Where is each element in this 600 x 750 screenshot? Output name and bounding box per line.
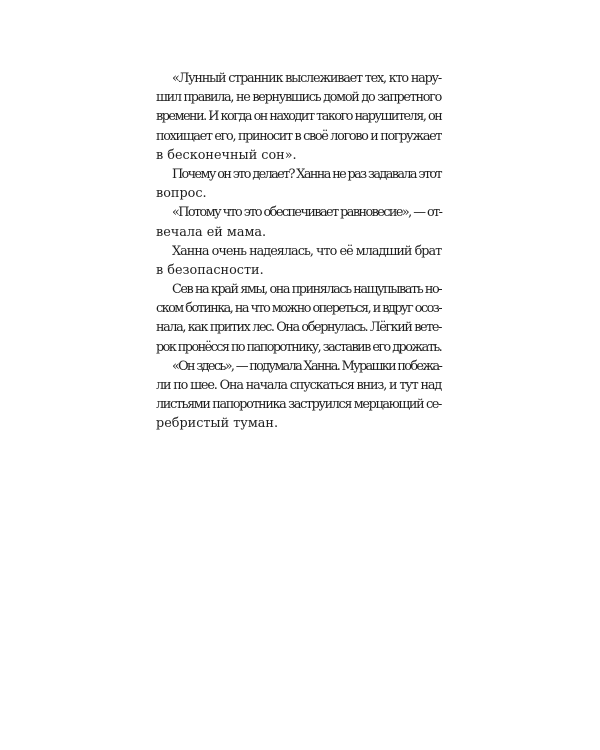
text-line: вечала ей мама. bbox=[156, 224, 267, 240]
text-line: вопрос. bbox=[156, 186, 207, 202]
paragraph-2 bbox=[156, 165, 441, 203]
text-line: похищает его, приносит в своё логово и погружает bbox=[156, 128, 442, 144]
text-line: ребристый туман. bbox=[156, 416, 279, 432]
paragraph-3 bbox=[156, 203, 441, 241]
text-line: ли по шее. Она начала спускаться вниз, и тут над bbox=[156, 378, 442, 393]
text-line: в безопасности. bbox=[156, 262, 264, 278]
text-line: «Он здесь», — подумала Ханна. Мурашки побежа- bbox=[172, 358, 442, 374]
paragraph-1 bbox=[156, 69, 441, 165]
text-line: «Лунный странник выслеживает тех, кто нару- bbox=[172, 71, 441, 86]
text-line: рок пронёсся по папоротнику, заставив его дрожать. bbox=[156, 339, 442, 355]
text-line: «Потому что это обеспечивает равновесие», — от- bbox=[172, 205, 442, 221]
text-line: ском ботинка, на что можно опереться, и вдруг осоз- bbox=[156, 301, 441, 317]
paragraph-6 bbox=[156, 357, 441, 434]
text-line: шил правила, не вернувшись домой до запретного bbox=[156, 90, 441, 106]
text-line: времени. И когда он находит такого нарушителя, он bbox=[156, 109, 442, 125]
text-line: листьями папоротника заструился мерцающий се- bbox=[156, 397, 441, 413]
text-line: Сев на край ямы, она принялась нащупывать но- bbox=[172, 282, 442, 298]
paragraph-5 bbox=[156, 280, 441, 357]
body-text bbox=[156, 69, 441, 434]
text-line: Ханна очень надеялась, что её младший брат bbox=[172, 243, 442, 259]
text-line: нала, как притих лес. Она обернулась. Лёгкий вете- bbox=[156, 320, 441, 336]
text-line: Почему он это делает? Ханна не раз задавала этот bbox=[172, 166, 441, 182]
paragraph-4 bbox=[156, 242, 441, 280]
text-line: в бесконечный сон». bbox=[156, 147, 297, 163]
